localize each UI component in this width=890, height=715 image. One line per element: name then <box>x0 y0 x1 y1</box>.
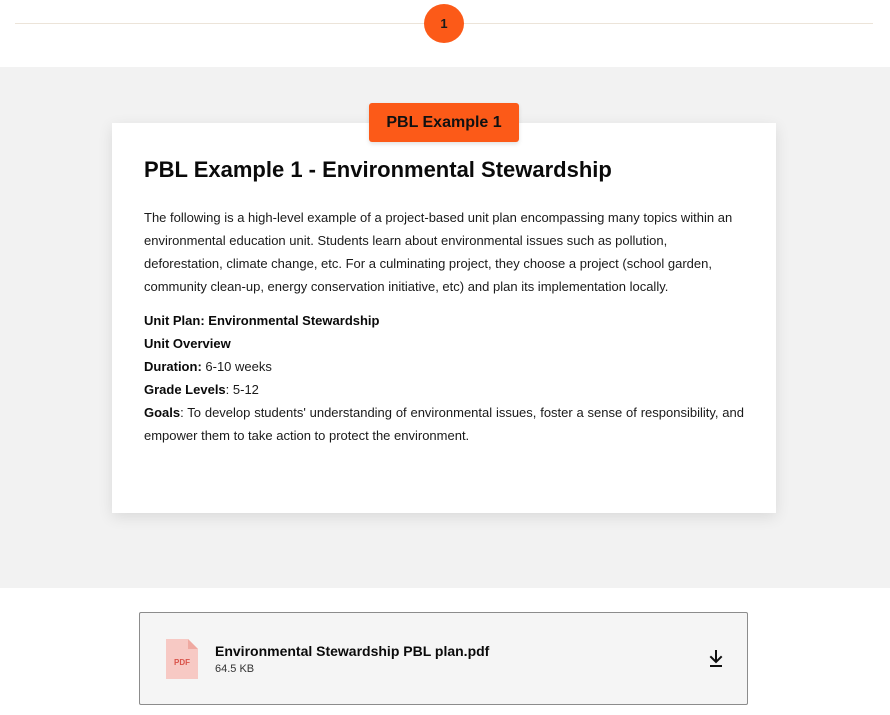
unit-plan-line <box>144 309 744 332</box>
card-intro: The following is a high-level example of a project-based unit plan encompassing many topics within an environmental education unit. Students learn about environmental issues such as pollution, deforestation, climate change, etc. For a culminating project, they choose a project (school garden, community clean-up, energy conservation initiative, etc) and plan its implementation locally. <box>144 210 733 294</box>
file-name[interactable]: Environmental Stewardship PBL plan.pdf <box>215 643 490 659</box>
file-size: 64.5 KB <box>215 663 255 675</box>
step-indicator[interactable]: 1 <box>424 4 464 43</box>
unit-overview-label: Unit Overview <box>144 336 231 351</box>
card-title: PBL Example 1 - Environmental Stewardship <box>144 157 612 182</box>
duration-value: 6-10 weeks <box>201 359 272 374</box>
pdf-icon-label: PDF <box>174 658 190 667</box>
grade-levels-label: Grade Levels <box>144 382 226 397</box>
duration-label: Duration: <box>144 359 202 374</box>
example-section <box>0 67 890 588</box>
goals-line <box>144 401 744 447</box>
goals-value: : To develop students' understanding of environmental issues, foster a sense of responsibility, and empower them to take action to protect the environment. <box>144 405 744 443</box>
duration-line <box>144 355 744 378</box>
download-icon[interactable] <box>707 649 725 669</box>
unit-plan-label: Unit Plan: Environmental Stewardship <box>144 313 380 328</box>
example-card <box>112 113 776 513</box>
top-stepper <box>0 0 890 67</box>
grade-levels-value: : 5-12 <box>225 382 259 397</box>
goals-label: Goals <box>144 405 181 420</box>
pdf-file-icon <box>166 639 198 679</box>
file-attachment[interactable] <box>139 612 748 705</box>
card-badge: PBL Example 1 <box>369 103 519 142</box>
unit-overview-line <box>144 332 744 355</box>
grade-levels-line <box>144 378 744 401</box>
